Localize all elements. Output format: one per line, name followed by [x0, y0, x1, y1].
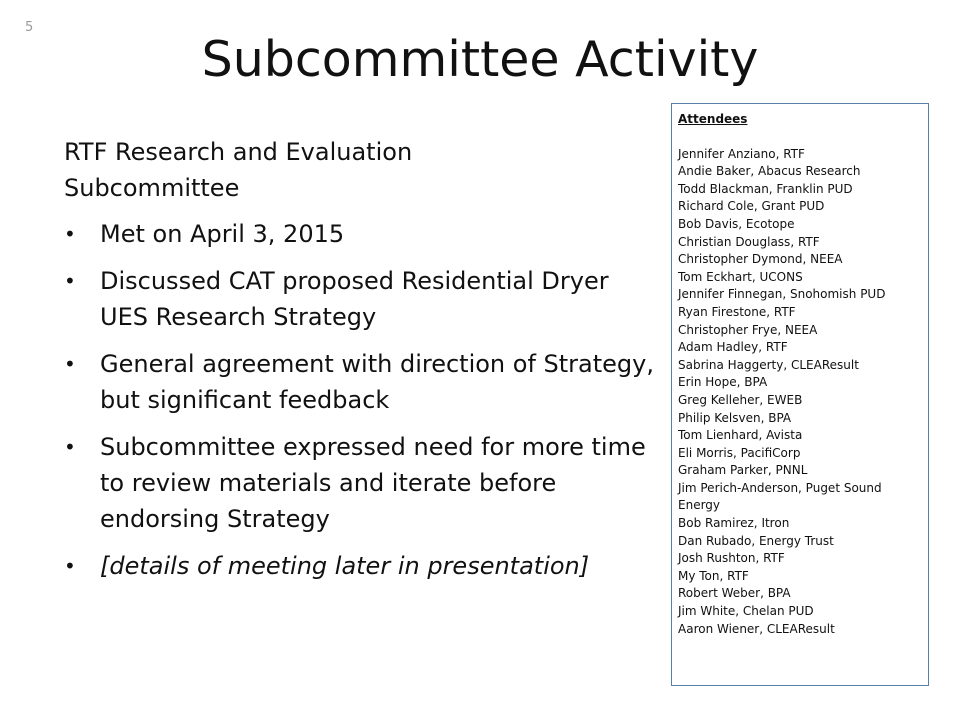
bullet-item [64, 216, 664, 252]
attendee-name: Tom Eckhart, UCONS [678, 269, 803, 284]
slide-title: Subcommittee Activity [201, 31, 759, 88]
attendee-name: Bob Ramirez, Itron [678, 516, 790, 531]
bullet-dot-icon: • [64, 352, 76, 376]
attendee-name: Erin Hope, BPA [678, 375, 768, 390]
bullet-text: General agreement with direction of Strategy, but significant feedback [100, 350, 654, 414]
attendee-name: Jim White, Chelan PUD [678, 604, 814, 619]
subcommittee-name: RTF Research and Evaluation Subcommittee [64, 138, 413, 202]
attendee-name: Richard Cole, Grant PUD [678, 199, 825, 214]
bullet-text: [details of meeting later in presentation] [100, 552, 590, 580]
attendee-name: My Ton, RTF [678, 568, 749, 583]
attendee-name: Graham Parker, PNNL [678, 463, 808, 478]
attendee-name: Philip Kelsven, BPA [678, 410, 792, 425]
attendee-name: Jim Perich-Anderson, Puget Sound Energy [678, 480, 882, 513]
attendees-box [671, 103, 929, 686]
attendee-name: Dan Rubado, Energy Trust [678, 533, 834, 548]
attendee-name: Bob Davis, Ecotope [678, 216, 795, 231]
attendee-name: Christopher Dymond, NEEA [678, 252, 843, 267]
attendee-name: Sabrina Haggerty, CLEAResult [678, 357, 859, 372]
bullet-dot-icon: • [64, 554, 76, 578]
bullet-item [64, 429, 664, 537]
bullet-text: Met on April 3, 2015 [100, 220, 345, 248]
attendee-name: Ryan Firestone, RTF [678, 304, 796, 319]
attendee-name: Christopher Frye, NEEA [678, 322, 818, 337]
slide-number: 5 [25, 20, 34, 35]
bullet-dot-icon: • [64, 222, 76, 246]
bullet-dot-icon: • [64, 435, 76, 459]
attendee-name: Greg Kelleher, EWEB [678, 392, 803, 407]
attendee-name: Jennifer Finnegan, Snohomish PUD [678, 287, 886, 302]
attendee-name: Tom Lienhard, Avista [678, 428, 803, 443]
attendee-name: Aaron Wiener, CLEAResult [678, 621, 835, 636]
bullet-list [64, 216, 664, 584]
attendee-name: Christian Douglass, RTF [678, 234, 820, 249]
attendee-name: Andie Baker, Abacus Research [678, 164, 861, 179]
bullet-item [64, 548, 664, 584]
bullet-text: Subcommittee expressed need for more time to review materials and iterate before endorsing Strategy [100, 433, 646, 533]
attendee-name: Eli Morris, PacifiCorp [678, 445, 801, 460]
bullet-item [64, 263, 664, 335]
attendees-list [678, 146, 922, 639]
bullet-text: Discussed CAT proposed Residential Dryer UES Research Strategy [100, 267, 609, 331]
attendee-name: Adam Hadley, RTF [678, 340, 788, 355]
attendee-name: Jennifer Anziano, RTF [678, 146, 805, 161]
attendee-name: Todd Blackman, Franklin PUD [678, 181, 853, 196]
main-content [64, 134, 664, 595]
bullet-item [64, 346, 664, 418]
bullet-dot-icon: • [64, 269, 76, 293]
attendees-heading: Attendees [678, 112, 748, 126]
attendee-name: Josh Rushton, RTF [678, 551, 785, 566]
attendee-name: Robert Weber, BPA [678, 586, 791, 601]
